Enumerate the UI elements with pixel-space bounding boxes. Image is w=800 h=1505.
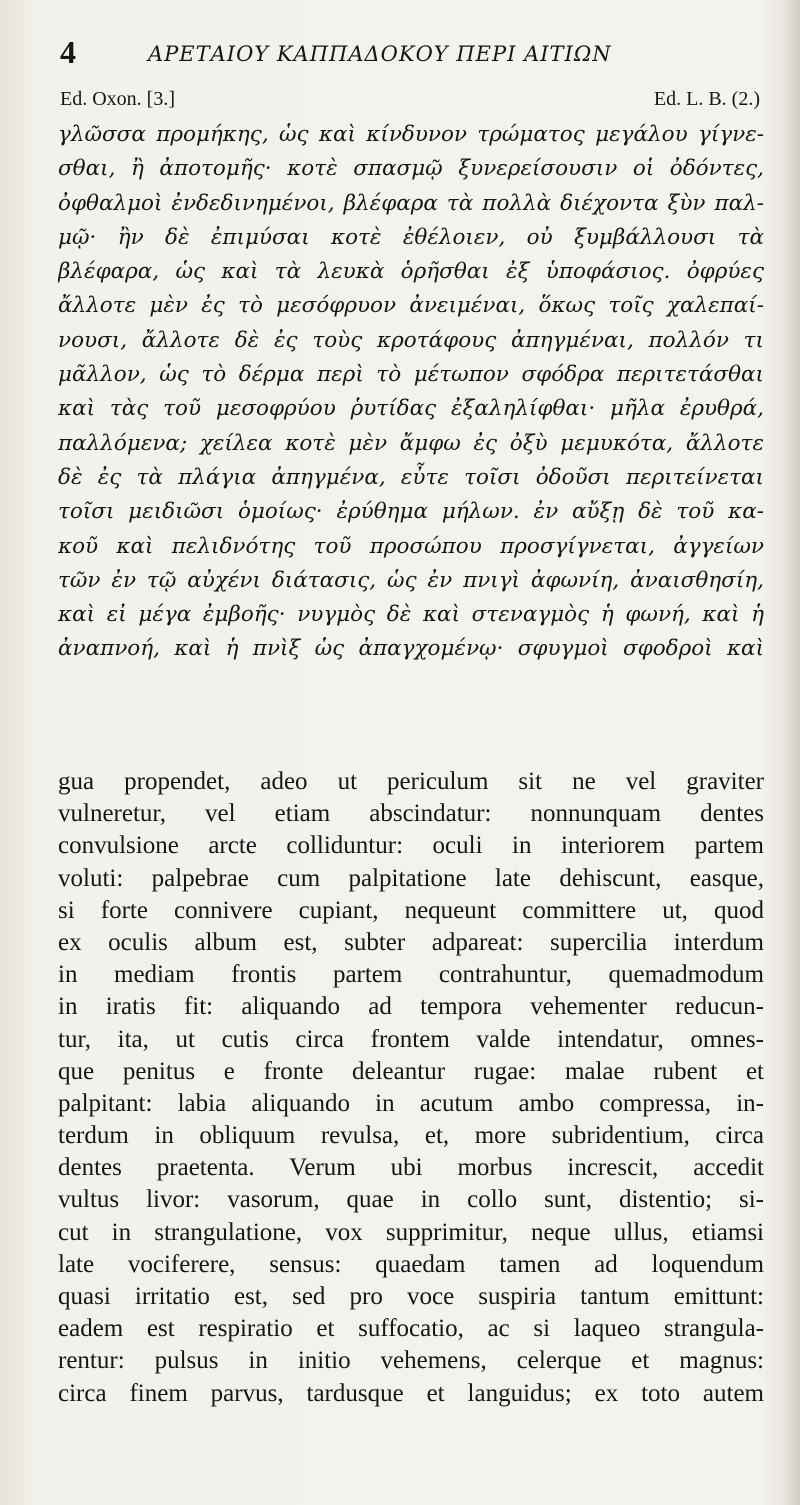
edition-references	[60, 88, 760, 118]
latin-line: vulneretur, vel etiam abscindatur: nonnunquam dentes	[58, 800, 764, 828]
latin-line: in iratis fit: aliquando ad tempora vehementer reducun-	[58, 993, 764, 1021]
greek-line: γλῶσσα προμήκης, ὡς καὶ κίνδυνον τρώματος μεγάλου γίγνε-	[58, 122, 764, 147]
latin-line: rentur: pulsus in initio vehemens, celerque et magnus:	[58, 1347, 764, 1375]
latin-line: dentes praetenta. Verum ubi morbus increscit, accedit	[58, 1154, 764, 1182]
greek-line: ὀφθαλμοὶ ἐνδεδινημένοι, βλέφαρα τὰ πολλὰ διέχοντα ξὺν παλ-	[58, 190, 764, 216]
greek-line: τοῖσι μειδιῶσι ὁμοίως· ἐρύθημα μήλων. ἐν αὔξῃ δὲ τοῦ κα-	[58, 499, 764, 525]
latin-line: circa finem parvus, tardusque et languidus; ex toto autem	[58, 1379, 764, 1407]
page-edge-shadow	[782, 0, 800, 1505]
latin-line: si forte connivere cupiant, nequeunt committere ut, quod	[58, 896, 764, 924]
latin-line: gua propendet, adeo ut periculum sit ne vel graviter	[58, 768, 764, 795]
greek-line: τῶν ἐν τῷ αὐχένι διάτασις, ὡς ἐν πνιγὶ ἀφωνίη, ἀναισθησίη,	[58, 567, 764, 593]
latin-line: cut in strangulatione, vox supprimitur, neque ullus, etiamsi	[58, 1218, 764, 1246]
greek-line: ἀναπνοή, καὶ ἡ πνὶξ ὡς ἀπαγχομένῳ· σφυγμοὶ σφοδροὶ καὶ	[58, 636, 764, 662]
page-header	[60, 32, 760, 82]
greek-line: βλέφαρα, ὡς καὶ τὰ λευκὰ ὁρῆσθαι ἐξ ὑποφάσιος. ὀφρύες	[58, 259, 764, 285]
latin-line: convulsione arcte colliduntur: oculi in interiorem partem	[58, 832, 764, 860]
latin-line: vultus livor: vasorum, quae in collo sunt, distentio; si-	[58, 1186, 764, 1214]
running-title: ΑΡΕΤΑΙΟΥ ΚΑΠΠΑΔΟΚΟΥ ΠΕΡΙ ΑΙΤΙΩΝ	[148, 42, 612, 66]
latin-line: eadem est respiratio et suffocatio, ac si laqueo strangula-	[58, 1315, 764, 1343]
page-number: 4	[60, 34, 76, 70]
latin-line: in mediam frontis partem contrahuntur, quemadmodum	[58, 961, 764, 989]
edition-oxon: Ed. Oxon. [3.]	[60, 88, 175, 110]
greek-line: μῷ· ἢν δὲ ἐπιμύσαι κοτὲ ἐθέλοιεν, οὐ ξυμβάλλουσι τὰ	[58, 224, 764, 250]
latin-line: quasi irritatio est, sed pro voce suspiria tantum emittunt:	[58, 1283, 764, 1310]
edition-lb: Ed. L. B. (2.)	[653, 88, 760, 110]
greek-line: ἄλλοτε μὲν ἐς τὸ μεσόφρυον ἀνειμέναι, ὅκως τοῖς χαλεπαί-	[58, 293, 764, 319]
latin-translation	[58, 766, 764, 1410]
greek-line: κοῦ καὶ πελιδνότης τοῦ προσώπου προσγίγνεται, ἀγγείων	[58, 533, 764, 559]
greek-text	[58, 118, 764, 667]
latin-line: terdum in obliquum revulsa, et, more subridentium, circa	[58, 1122, 764, 1150]
greek-line: μᾶλλον, ὡς τὸ δέρμα περὶ τὸ μέτωπον σφόδρα περιτετάσθαι	[58, 362, 764, 388]
latin-line: late vociferere, sensus: quaedam tamen ad loquendum	[58, 1250, 764, 1278]
greek-line: σθαι, ἢ ἀποτομῆς· κοτὲ σπασμῷ ξυνερείσουσιν οἱ ὀδόντες,	[58, 156, 764, 182]
greek-line: καὶ τὰς τοῦ μεσοφρύου ῥυτίδας ἐξαληλίφθαι· μῆλα ἐρυθρά,	[58, 396, 764, 422]
greek-line: καὶ εἰ μέγα ἐμβοῆς· νυγμὸς δὲ καὶ στεναγμὸς ἡ φωνή, καὶ ἡ	[58, 602, 764, 628]
latin-line: que penitus e fronte deleantur rugae: malae rubent et	[58, 1057, 764, 1085]
greek-line: παλλόμενα; χείλεα κοτὲ μὲν ἄμφω ἐς ὀξὺ μεμυκότα, ἄλλοτε	[58, 430, 764, 456]
greek-line: δὲ ἐς τὰ πλάγια ἀπηγμένα, εὖτε τοῖσι ὀδοῦσι περιτείνεται	[58, 464, 764, 490]
latin-line: voluti: palpebrae cum palpitatione late dehiscunt, easque,	[58, 864, 764, 892]
latin-line: tur, ita, ut cutis circa frontem valde intendatur, omnes-	[58, 1025, 764, 1053]
latin-line: ex oculis album est, subter adpareat: supercilia interdum	[58, 928, 764, 956]
latin-line: palpitant: labia aliquando in acutum ambo compressa, in-	[58, 1089, 764, 1117]
greek-line: νουσι, ἄλλοτε δὲ ἐς τοὺς κροτάφους ἀπηγμέναι, πολλόν τι	[58, 327, 764, 353]
